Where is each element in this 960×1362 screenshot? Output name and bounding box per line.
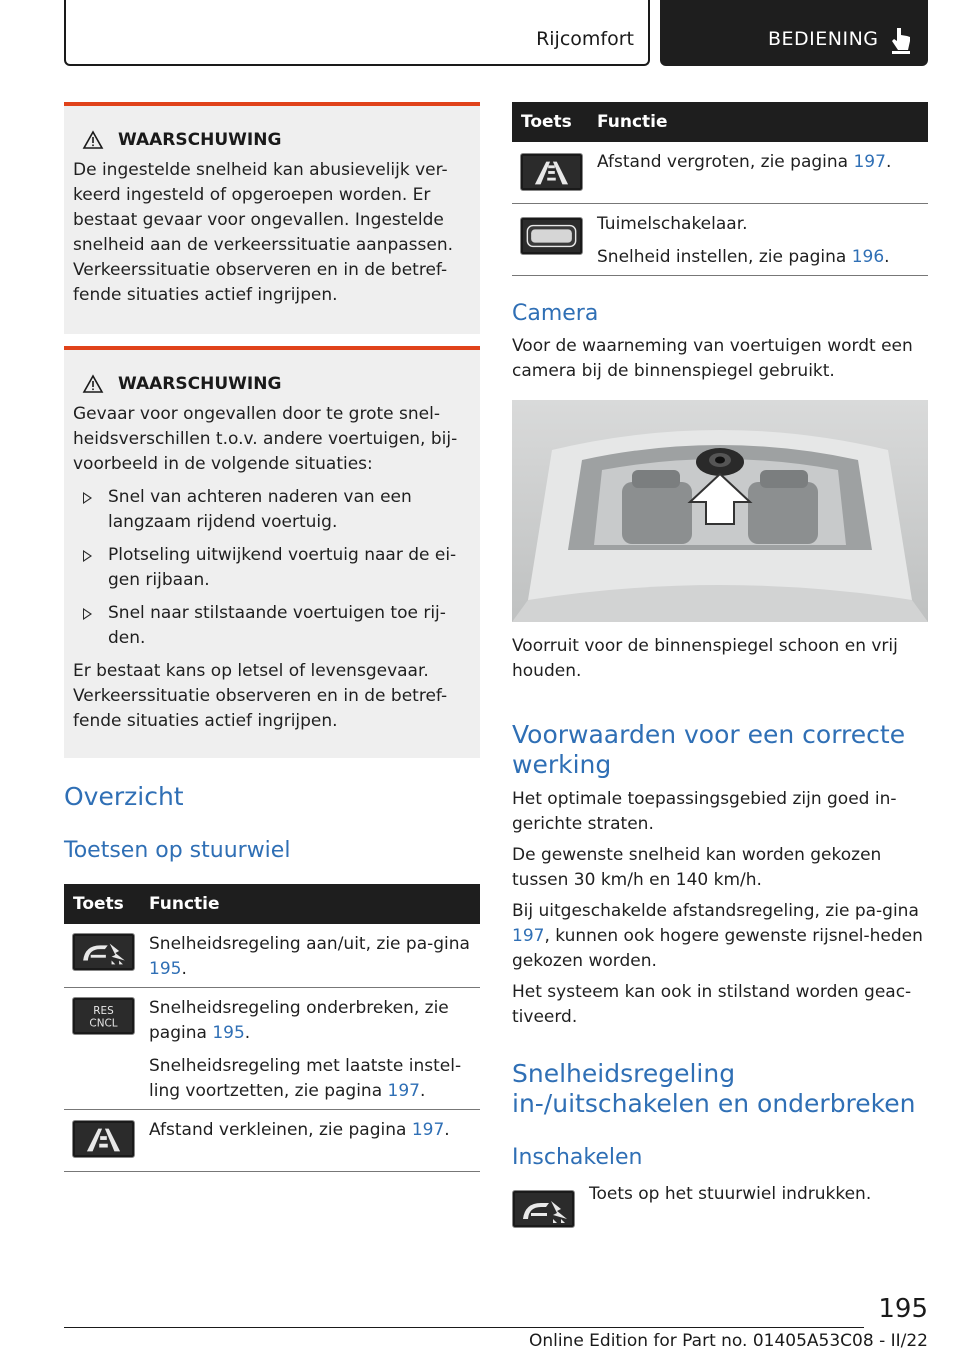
switching-heading: Snelheidsregeling in-/uitschakelen en onderbreken [512,1059,916,1118]
header-chapter-tab [64,0,650,66]
page-link[interactable]: 196 [851,247,885,267]
header-section-tab [660,0,928,66]
camera-text: Voor de waarneming van voertuigen wordt een camera bij de binnenspiegel gebruikt. [512,336,913,381]
list-item: Plotseling uitwijkend voertuig naar de ei-gen rijbaan. [83,543,470,593]
page-link[interactable]: 197 [853,152,886,172]
warning-box-2 [64,346,480,758]
svg-text:CNCL: CNCL [89,1017,118,1030]
section-title: BEDIENING [768,28,879,50]
warning-title: WAARSCHUWING [82,374,470,394]
page-link[interactable]: 197 [512,926,545,946]
steering-buttons-table-continued [512,102,928,276]
camera-heading: Camera [512,301,599,326]
function-text: Tuimelschakelaar. [597,214,748,234]
cruise-control-icon [512,1190,575,1228]
conditions-heading: Voorwaarden voor een correcte werking [512,720,906,779]
table-row [64,1110,480,1172]
warning-list [83,485,470,651]
table-row [512,204,928,276]
function-text: Afstand verkleinen, zie pagina 197. [149,1120,450,1140]
svg-text:RES: RES [93,1005,114,1018]
res-cncl-icon [72,997,135,1035]
cruise-control-icon [72,933,135,971]
function-text: Snelheidsregeling aan/uit, zie pa-gina 195. [149,934,470,979]
overview-subheading: Toetsen op stuurwiel [64,838,291,863]
list-item: Snel naar stilstaande voertuigen toe rij-den. [83,601,470,651]
switching-text: Toets op het stuurwiel indrukken. [589,1184,872,1204]
page-link[interactable]: 195 [212,1023,245,1043]
warning-text: De ingestelde snelheid kan abusievelijk ver-keerd ingesteld of opgeroepen worden. Er bestaat gevaar voor ongevallen. Ingestelde snelheid aan de verkeerssituatie aanpassen. Verkeerssituatie observeren en in de betref-fende situaties actief ingrijpen. [73,160,454,305]
hand-pointer-icon [888,26,914,54]
windshield-camera-image [512,400,928,622]
chapter-title: Rijcomfort [536,28,634,50]
warning-triangle-icon [82,130,104,150]
conditions-text: Het optimale toepassingsgebied zijn goed in-gerichte straten. De gewenste snelheid kan worden gekozen tussen 30 km/h en 140 km/h. Bij uitgeschakelde afstandsregeling, zie pa-gina 197, kunnen ook hogere gewenste rijsnel-heden gekozen worden. Het systeem kan ook in stilstand worden geac-tiveerd. [512,789,923,1027]
footer-divider [64,1327,864,1328]
list-item: Snel van achteren naderen van een langzaam rijdend voertuig. [83,485,470,535]
warning-title: WAARSCHUWING [82,130,470,150]
page-link[interactable]: 195 [149,959,182,979]
table-header: Toets Functie [512,102,928,142]
table-header: Toets Functie [64,884,480,924]
footer-edition: Online Edition for Part no. 01405A53C08 - II/22 [528,1331,928,1351]
warning-outro: Er bestaat kans op letsel of levensgevaar. Verkeerssituatie observeren en in de betref-fende situaties actief ingrijpen. [73,661,448,731]
page-link[interactable]: 197 [387,1081,420,1101]
switching-subheading: Inschakelen [512,1145,643,1170]
camera-caption: Voorruit voor de binnenspiegel schoon en vrij houden. [512,636,898,681]
function-text: Snelheidsregeling onderbreken, zie pagina 195. [149,998,449,1043]
table-row [64,988,480,1110]
overview-heading: Overzicht [64,782,184,811]
distance-increase-icon [520,153,583,191]
warning-triangle-icon [82,374,104,394]
function-text: Afstand vergroten, zie pagina 197. [597,152,892,172]
function-text: Snelheidsregeling met laatste instel-ling voortzetten, zie pagina 197. [149,1056,462,1101]
table-row [512,142,928,204]
table-row [64,924,480,988]
page-number: 195 [878,1294,928,1324]
warning-box-1 [64,102,480,334]
warning-intro: Gevaar voor ongevallen door te grote snel-heidsverschillen t.o.v. andere voertuigen, bij-voorbeeld in de volgende situaties: [73,404,458,474]
function-text: Snelheid instellen, zie pagina 196. [597,247,890,267]
distance-decrease-icon [72,1120,135,1158]
steering-buttons-table [64,884,480,1172]
page-link[interactable]: 197 [411,1120,445,1140]
rocker-switch-icon [520,217,583,255]
